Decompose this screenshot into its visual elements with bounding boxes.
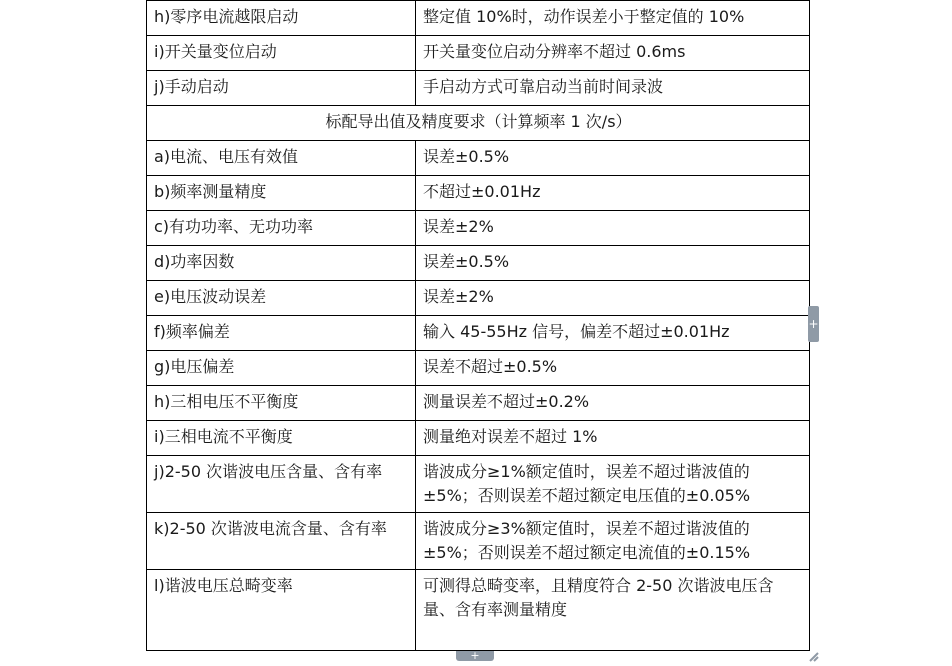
item-cell: j)手动启动: [147, 71, 416, 106]
table-add-column-handle[interactable]: +: [808, 306, 819, 342]
table-row: [147, 456, 810, 513]
item-cell: a)电流、电压有效值: [147, 141, 416, 176]
spec-table-body: [147, 1, 810, 651]
item-cell: i)开关量变位启动: [147, 36, 416, 71]
item-cell: h)零序电流越限启动: [147, 1, 416, 36]
requirement-cell: 误差±0.5%: [416, 246, 810, 281]
item-cell: k)2-50 次谐波电流含量、含有率: [147, 513, 416, 570]
table-add-row-handle[interactable]: +: [456, 651, 494, 661]
requirement-cell: 误差不超过±0.5%: [416, 351, 810, 386]
table-row: [147, 351, 810, 386]
table-row: [147, 246, 810, 281]
table-row: [147, 281, 810, 316]
table-resize-handle[interactable]: [808, 651, 819, 662]
item-cell: f)频率偏差: [147, 316, 416, 351]
item-cell: c)有功功率、无功功率: [147, 211, 416, 246]
table-row: [147, 316, 810, 351]
resize-corner-icon: [808, 651, 819, 662]
item-cell: b)频率测量精度: [147, 176, 416, 211]
requirement-cell: 手启动方式可靠启动当前时间录波: [416, 71, 810, 106]
section-heading-row: [147, 106, 810, 141]
requirement-cell: 可测得总畸变率，且精度符合 2-50 次谐波电压含量、含有率测量精度: [416, 570, 810, 651]
table-row: [147, 421, 810, 456]
item-cell: h)三相电压不平衡度: [147, 386, 416, 421]
requirement-cell: 测量绝对误差不超过 1%: [416, 421, 810, 456]
table-row: [147, 141, 810, 176]
item-cell: g)电压偏差: [147, 351, 416, 386]
spec-table: [146, 0, 810, 651]
requirement-cell: 输入 45-55Hz 信号，偏差不超过±0.01Hz: [416, 316, 810, 351]
requirement-cell: 误差±2%: [416, 281, 810, 316]
table-row: [147, 386, 810, 421]
item-cell: e)电压波动误差: [147, 281, 416, 316]
table-row: [147, 570, 810, 651]
requirement-cell: 开关量变位启动分辨率不超过 0.6ms: [416, 36, 810, 71]
item-cell: j)2-50 次谐波电压含量、含有率: [147, 456, 416, 513]
item-cell: l)谐波电压总畸变率: [147, 570, 416, 651]
requirement-cell: 谐波成分≥1%额定值时，误差不超过谐波值的±5%；否则误差不超过额定电压值的±0.05%: [416, 456, 810, 513]
requirement-cell: 整定值 10%时，动作误差小于整定值的 10%: [416, 1, 810, 36]
table-row: [147, 513, 810, 570]
item-cell: d)功率因数: [147, 246, 416, 281]
requirement-cell: 误差±2%: [416, 211, 810, 246]
requirement-cell: 谐波成分≥3%额定值时，误差不超过谐波值的±5%；否则误差不超过额定电流值的±0.15%: [416, 513, 810, 570]
requirement-cell: 测量误差不超过±0.2%: [416, 386, 810, 421]
table-row: [147, 36, 810, 71]
requirement-cell: 误差±0.5%: [416, 141, 810, 176]
table-row: [147, 71, 810, 106]
section-heading: 标配导出值及精度要求（计算频率 1 次/s）: [147, 106, 810, 141]
requirement-cell: 不超过±0.01Hz: [416, 176, 810, 211]
item-cell: i)三相电流不平衡度: [147, 421, 416, 456]
table-row: [147, 211, 810, 246]
table-row: [147, 176, 810, 211]
table-row: [147, 1, 810, 36]
